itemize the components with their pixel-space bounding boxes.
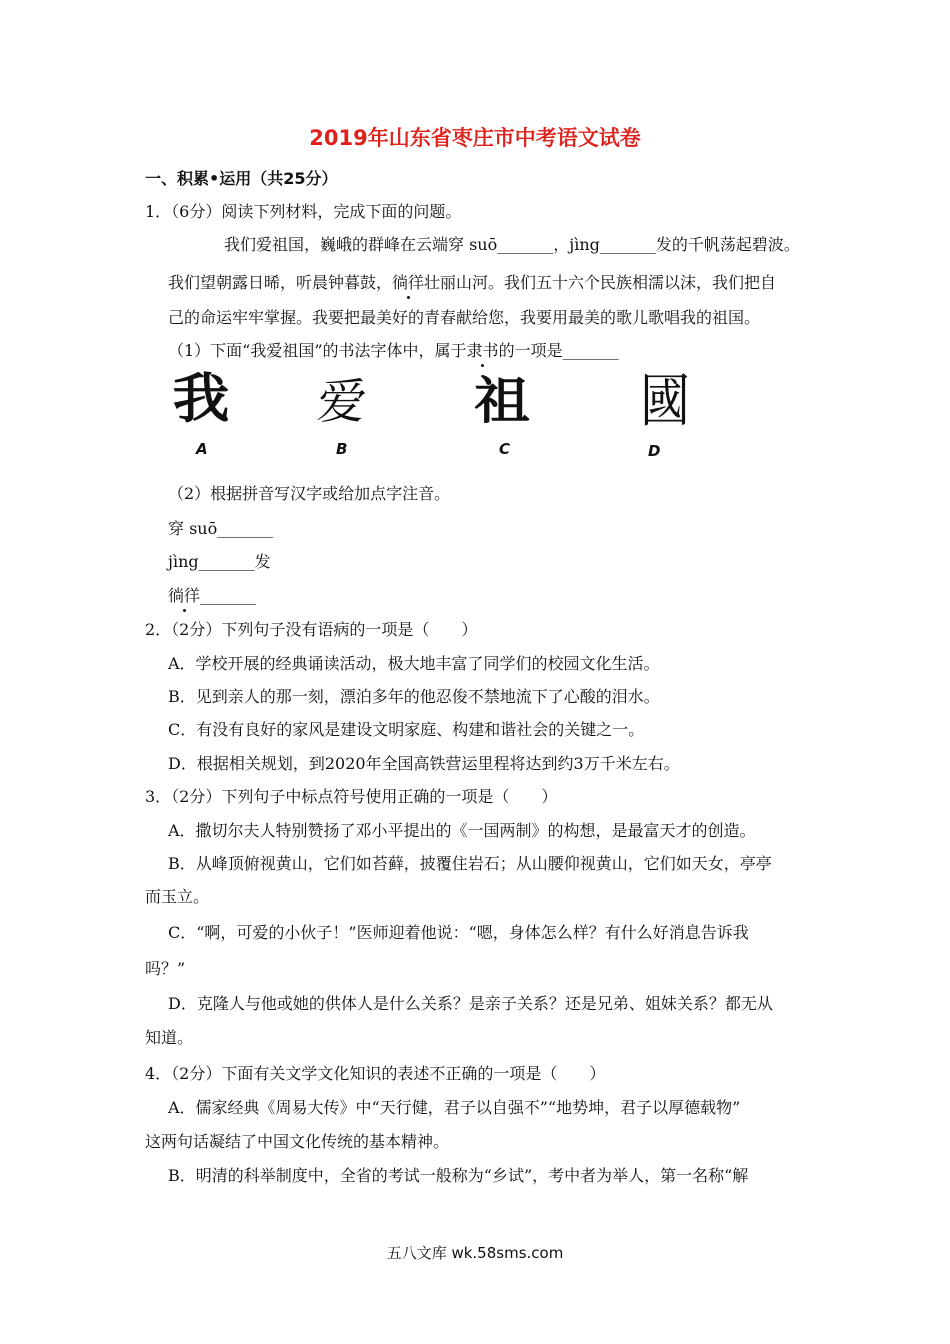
calligraphy-glyph: 我 <box>172 367 230 430</box>
calligraphy-option-b <box>314 374 370 458</box>
option-letter: C <box>499 440 511 458</box>
page-title: 2019年山东省枣庄市中考语文试卷 <box>309 126 641 150</box>
dotted-word: 徜徉 <box>168 586 201 605</box>
calligraphy-option-d <box>640 367 690 460</box>
q2-option-b: B．见到亲人的那一刻，漂泊多年的他忍俊不禁地流下了心酸的泪水。 <box>168 687 660 706</box>
q4-stem: 4．（2分）下面有关文学文化知识的表述不正确的一项是（ ） <box>145 1064 606 1083</box>
q3-option-c-cont: 吗？” <box>145 959 186 978</box>
calligraphy-glyph: 爱 <box>314 374 370 430</box>
q2-option-c: C．有没有良好的家风是建设文明家庭、构建和谐社会的关键之一。 <box>168 720 645 739</box>
q4-option-b: B．明清的科举制度中，全省的考试一般称为“乡试”，考中者为举人，第一名称“解 <box>168 1166 749 1185</box>
q4-option-a-cont: 这两句话凝结了中国文化传统的基本精神。 <box>145 1132 450 1151</box>
calligraphy-option-a <box>172 367 230 458</box>
calligraphy-option-c <box>474 372 530 458</box>
option-letter: D <box>648 442 661 460</box>
q3-option-b-cont: 而玉立。 <box>145 887 210 906</box>
q4-option-a: A．儒家经典《周易大传》中“天行健，君子以自强不”“地势坤，君子以厚德载物” <box>168 1098 741 1117</box>
dotted-word: 隶书 <box>466 341 499 360</box>
blank-jing: jìng_______发 <box>168 552 271 571</box>
q1-sub2: （2）根据拼音写汉字或给加点字注音。 <box>168 484 451 503</box>
q2-stem: 2．（2分）下列句子没有语病的一项是（ ） <box>145 620 478 639</box>
blank-changyang: 徜徉_______ <box>168 586 257 605</box>
q2-option-a: A．学校开展的经典诵读活动，极大地丰富了同学们的校园文化生活。 <box>168 654 660 673</box>
q1-stem: 1．（6分）阅读下列材料，完成下面的问题。 <box>145 202 462 221</box>
calligraphy-glyph: 國 <box>640 367 690 435</box>
section-heading: 一、积累•运用（共25分） <box>145 169 338 188</box>
option-letter: B <box>336 440 348 458</box>
dotted-word: 徜徉 <box>392 273 425 292</box>
option-letter: A <box>196 440 208 458</box>
blank-suo: 穿 suō_______ <box>168 519 274 538</box>
footer-watermark: 五八文库 wk.58sms.com <box>386 1244 564 1262</box>
q3-stem: 3．（2分）下列句子中标点符号使用正确的一项是（ ） <box>145 787 558 806</box>
q1-passage-line3: 己的命运牢牢掌握。我要把最美好的青春献给您，我要用最美的歌儿歌唱我的祖国。 <box>168 308 761 327</box>
q3-option-c: C．“啊，可爱的小伙子！”医师迎着他说：“嗯，身体怎么样？有什么好消息告诉我 <box>168 923 749 942</box>
q1-passage-line1: 我们爱祖国，巍峨的群峰在云端穿 suō_______，jìng_______发的千帆荡起碧波。 <box>224 235 800 254</box>
q2-option-d: D．根据相关规划，到2020年全国高铁营运里程将达到约3万千米左右。 <box>168 754 680 773</box>
q3-option-d: D．克隆人与他或她的供体人是什么关系？是亲子关系？还是兄弟、姐妹关系？都无从 <box>168 994 773 1013</box>
q1-passage-line2: 我们望朝露日晞，听晨钟暮鼓，徜徉壮丽山河。我们五十六个民族相濡以沫，我们把自 <box>168 273 777 292</box>
q3-option-a: A．撒切尔夫人特别赞扬了邓小平提出的《一国两制》的构想，是最富天才的创造。 <box>168 821 756 840</box>
calligraphy-glyph: 祖 <box>474 372 530 430</box>
q3-option-d-cont: 知道。 <box>145 1028 194 1047</box>
q1-sub1: （1）下面“我爱祖国”的书法字体中，属于隶书的一项是_______ <box>168 341 619 360</box>
q3-option-b: B．从峰顶俯视黄山，它们如苔藓，披覆住岩石；从山腰仰视黄山，它们如天女，亭亭 <box>168 854 772 873</box>
